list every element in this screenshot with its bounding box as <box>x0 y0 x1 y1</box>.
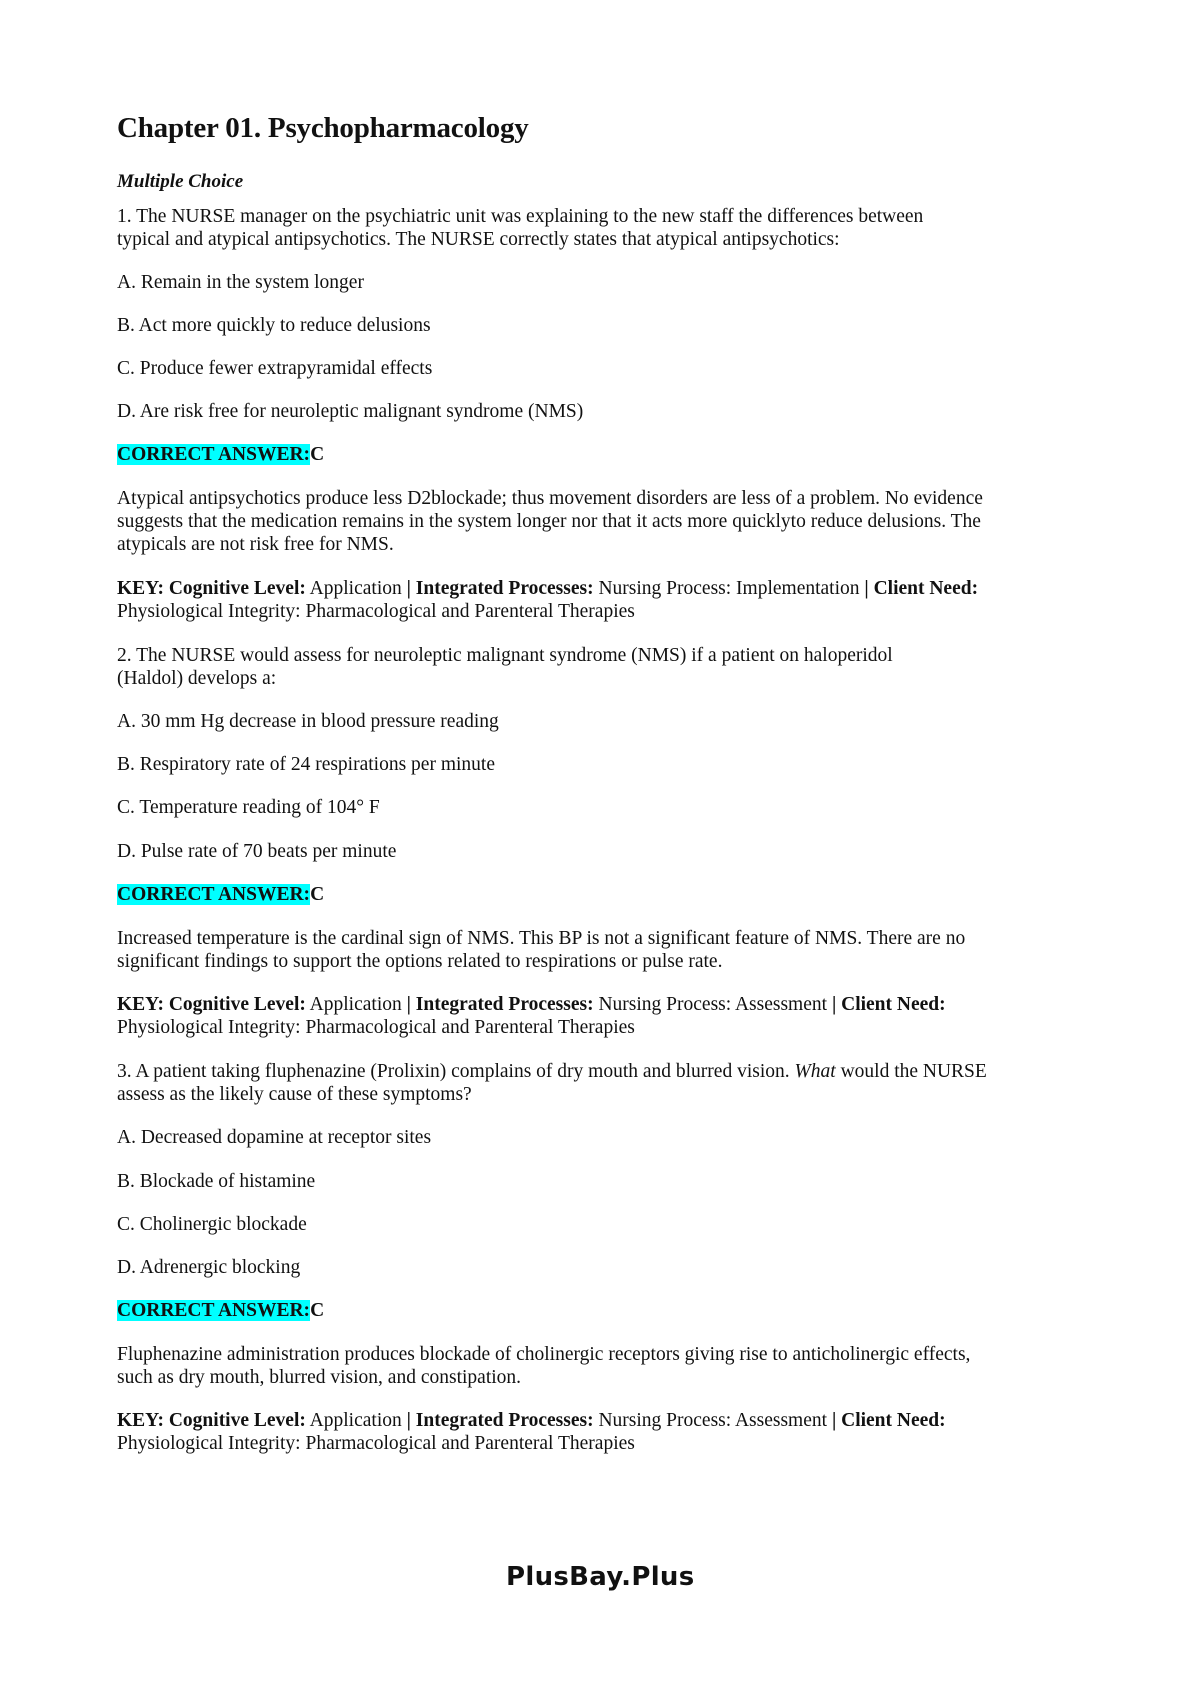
question-3-key-line-1: KEY: Cognitive Level: Application | Integrated Processes: Nursing Process: Assessment | Client Need: <box>117 1410 946 1431</box>
question-3-option-a: A. Decreased dopamine at receptor sites <box>117 1127 432 1148</box>
question-1-key-line-2: Physiological Integrity: Pharmacological and Parenteral Therapies <box>117 601 635 622</box>
question-3-stem-line-1: 3. A patient taking fluphenazine (Prolixin) complains of dry mouth and blurred vision. What would the NURSE <box>117 1061 987 1082</box>
question-3-option-b: B. Blockade of histamine <box>117 1171 316 1192</box>
question-1-stem-line-1: 1. The NURSE manager on the psychiatric unit was explaining to the new staff the differences between <box>117 206 924 227</box>
question-1-option-b: B. Act more quickly to reduce delusions <box>117 315 431 336</box>
question-2-rationale-line-2: significant findings to support the options related to respirations or pulse rate. <box>117 951 723 972</box>
question-1-stem-line-2: typical and atypical antipsychotics. The NURSE correctly states that atypical antipsychotics: <box>117 229 840 250</box>
answer-letter: C <box>310 884 325 905</box>
question-1-rationale-line-3: atypicals are not risk free for NMS. <box>117 534 394 555</box>
question-3-stem-line-2: assess as the likely cause of these symptoms? <box>117 1084 472 1105</box>
question-2-key-line-1: KEY: Cognitive Level: Application | Integrated Processes: Nursing Process: Assessment | Client Need: <box>117 994 946 1015</box>
answer-label: CORRECT ANSWER: <box>117 1300 311 1321</box>
question-1-option-d: D. Are risk free for neuroleptic malignant syndrome (NMS) <box>117 401 584 422</box>
question-2-option-b: B. Respiratory rate of 24 respirations per minute <box>117 754 495 775</box>
question-2-option-d: D. Pulse rate of 70 beats per minute <box>117 841 397 862</box>
question-2-option-c: C. Temperature reading of 104° F <box>117 797 380 818</box>
question-3-key-line-2: Physiological Integrity: Pharmacological and Parenteral Therapies <box>117 1433 635 1454</box>
question-1-rationale-line-1: Atypical antipsychotics produce less D2blockade; thus movement disorders are less of a problem. No evidence <box>117 488 983 509</box>
answer-label: CORRECT ANSWER: <box>117 884 311 905</box>
question-2-stem-line-2: (Haldol) develops a: <box>117 668 277 689</box>
question-1-option-a: A. Remain in the system longer <box>117 272 364 293</box>
question-1-key-line-1: KEY: Cognitive Level: Application | Integrated Processes: Nursing Process: Implementation | Client Need: <box>117 578 979 599</box>
question-2-rationale-line-1: Increased temperature is the cardinal sign of NMS. This BP is not a significant feature of NMS. There are no <box>117 928 966 949</box>
answer-letter: C <box>310 1300 325 1321</box>
question-1-answer <box>117 442 324 467</box>
chapter-title: Chapter 01. Psychopharmacology <box>117 112 529 144</box>
answer-label: CORRECT ANSWER: <box>117 444 311 465</box>
question-3-rationale-line-1: Fluphenazine administration produces blockade of cholinergic receptors giving rise to anticholinergic effects, <box>117 1344 971 1365</box>
question-3-rationale-line-2: such as dry mouth, blurred vision, and constipation. <box>117 1367 522 1388</box>
watermark: PlusBay.Plus <box>506 1562 695 1592</box>
question-3-answer <box>117 1298 324 1323</box>
question-2-stem-line-1: 2. The NURSE would assess for neuroleptic malignant syndrome (NMS) if a patient on haloperidol <box>117 645 893 666</box>
question-1-option-c: C. Produce fewer extrapyramidal effects <box>117 358 433 379</box>
answer-letter: C <box>310 444 325 465</box>
question-2-answer <box>117 882 324 907</box>
question-3-option-d: D. Adrenergic blocking <box>117 1257 301 1278</box>
question-1-rationale-line-2: suggests that the medication remains in the system longer nor that it acts more quicklyto reduce delusions. The <box>117 511 981 532</box>
section-heading: Multiple Choice <box>117 171 244 192</box>
question-2-option-a: A. 30 mm Hg decrease in blood pressure reading <box>117 711 499 732</box>
question-3-option-c: C. Cholinergic blockade <box>117 1214 307 1235</box>
question-2-key-line-2: Physiological Integrity: Pharmacological and Parenteral Therapies <box>117 1017 635 1038</box>
